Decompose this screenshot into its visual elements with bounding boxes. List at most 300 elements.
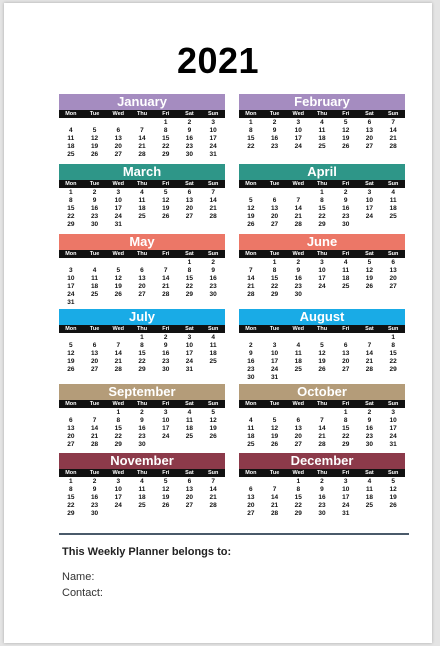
weekday-label: Wed <box>112 181 125 187</box>
day-cell: 20 <box>90 358 99 365</box>
day-cell: 8 <box>296 486 301 493</box>
day-cell: 16 <box>138 425 146 432</box>
weekday-label: Sun <box>387 181 399 187</box>
empty-cell <box>83 334 107 342</box>
day-cell: 26 <box>209 433 217 440</box>
day-cell: 15 <box>342 425 350 432</box>
day-cell: 15 <box>67 494 75 501</box>
weekday-label: Wed <box>112 470 125 476</box>
month-name: January <box>59 94 225 110</box>
day-cell: 23 <box>185 143 194 150</box>
day-cell: 9 <box>92 486 97 493</box>
day-cell: 21 <box>365 358 374 365</box>
weekday-label: Thu <box>316 470 328 476</box>
day-cell: 27 <box>365 143 374 150</box>
empty-cell <box>263 478 287 486</box>
day-cell: 25 <box>389 213 397 220</box>
day-cell: 27 <box>67 441 75 448</box>
day-cell: 28 <box>365 366 374 373</box>
day-cell: 3 <box>320 259 324 266</box>
weekday-label: Mon <box>245 251 257 257</box>
day-cell: 9 <box>92 197 97 204</box>
day-cell: 11 <box>185 417 193 424</box>
weekday-label: Fri <box>342 111 350 117</box>
day-cell: 12 <box>270 425 279 432</box>
day-cell: 5 <box>272 417 277 424</box>
day-cell: 11 <box>91 275 98 282</box>
empty-cell <box>286 409 310 417</box>
weekday-label: Sat <box>365 326 374 332</box>
day-cell: 16 <box>247 358 255 365</box>
weekday-label: Wed <box>112 111 125 117</box>
weekday-label: Fri <box>162 326 170 332</box>
empty-cell <box>263 334 287 342</box>
day-cell: 14 <box>389 127 397 134</box>
day-cell: 17 <box>209 135 217 142</box>
day-cell: 9 <box>272 127 277 134</box>
day-cell: 22 <box>67 502 75 509</box>
month-april <box>239 164 405 229</box>
day-cell: 11 <box>247 425 255 432</box>
day-cell: 22 <box>342 433 350 440</box>
weekday-header <box>59 250 225 258</box>
day-cell: 22 <box>270 283 279 290</box>
day-cell: 18 <box>342 275 350 282</box>
day-cell: 5 <box>391 478 395 485</box>
day-cell: 20 <box>294 433 302 440</box>
day-cell: 12 <box>114 275 122 282</box>
day-cell: 2 <box>320 478 324 485</box>
day-cell: 14 <box>114 350 122 357</box>
day-cell: 22 <box>185 283 194 290</box>
day-cell: 30 <box>162 366 170 373</box>
day-cell: 15 <box>294 494 302 501</box>
name-label: Name: <box>62 571 95 583</box>
day-cell: 15 <box>67 205 75 212</box>
empty-cell <box>239 189 263 197</box>
weekday-label: Sun <box>387 470 399 476</box>
weekday-label: Mon <box>65 326 77 332</box>
weekday-label: Tue <box>89 181 100 187</box>
day-cell: 9 <box>163 342 168 349</box>
day-cell: 4 <box>320 119 324 126</box>
day-cell: 16 <box>162 350 170 357</box>
day-cell: 16 <box>209 275 217 282</box>
day-cell: 2 <box>187 119 192 126</box>
day-cell: 2 <box>163 334 168 341</box>
weekday-label: Fri <box>342 326 350 332</box>
day-cell: 14 <box>209 486 217 493</box>
day-cell: 6 <box>296 417 301 424</box>
day-cell: 24 <box>162 433 170 440</box>
day-cell: 23 <box>294 283 302 290</box>
day-cell: 27 <box>90 366 99 373</box>
day-cell: 7 <box>211 189 215 196</box>
day-cell: 11 <box>209 342 217 349</box>
day-cell: 3 <box>367 189 372 196</box>
day-cell: 6 <box>69 417 73 424</box>
empty-cell <box>310 409 334 417</box>
day-cell: 3 <box>296 119 301 126</box>
day-cell: 5 <box>211 409 215 416</box>
day-cell: 6 <box>367 119 372 126</box>
day-cell: 17 <box>318 275 326 282</box>
day-cell: 30 <box>90 510 99 517</box>
weekday-header <box>239 325 405 333</box>
day-grid <box>239 188 405 229</box>
day-cell: 13 <box>365 127 374 134</box>
day-cell: 10 <box>270 350 279 357</box>
weekday-label: Wed <box>292 470 305 476</box>
day-cell: 12 <box>209 417 217 424</box>
day-cell: 23 <box>342 213 350 220</box>
day-cell: 21 <box>294 213 302 220</box>
day-cell: 17 <box>114 494 122 501</box>
day-cell: 18 <box>209 350 217 357</box>
day-cell: 25 <box>318 143 326 150</box>
empty-cell <box>130 259 154 267</box>
day-cell: 21 <box>318 433 326 440</box>
day-cell: 6 <box>187 189 192 196</box>
day-cell: 10 <box>365 197 374 204</box>
day-cell: 15 <box>247 135 255 142</box>
day-cell: 4 <box>343 259 348 266</box>
weekday-label: Sat <box>185 181 194 187</box>
weekday-label: Fri <box>342 401 350 407</box>
day-cell: 14 <box>138 135 146 142</box>
day-cell: 27 <box>185 502 194 509</box>
day-cell: 28 <box>389 143 397 150</box>
day-cell: 18 <box>90 283 99 290</box>
weekday-label: Mon <box>65 401 77 407</box>
weekday-label: Tue <box>89 401 100 407</box>
month-june <box>239 234 405 299</box>
day-cell: 31 <box>389 441 397 448</box>
empty-cell <box>59 334 83 342</box>
empty-cell <box>334 334 358 342</box>
day-cell: 20 <box>67 433 75 440</box>
day-cell: 8 <box>187 267 192 274</box>
day-cell: 12 <box>247 205 255 212</box>
day-cell: 18 <box>138 205 146 212</box>
day-cell: 19 <box>90 143 99 150</box>
divider-line <box>59 533 409 535</box>
day-cell: 13 <box>270 205 279 212</box>
weekday-header <box>59 400 225 408</box>
day-cell: 31 <box>185 366 194 373</box>
day-cell: 5 <box>163 189 168 196</box>
day-cell: 4 <box>211 334 215 341</box>
day-cell: 19 <box>162 494 170 501</box>
day-cell: 8 <box>69 197 73 204</box>
day-cell: 29 <box>138 366 146 373</box>
month-name: October <box>239 384 405 400</box>
day-cell: 21 <box>90 433 99 440</box>
day-cell: 11 <box>294 350 302 357</box>
day-cell: 28 <box>247 291 255 298</box>
day-cell: 13 <box>114 135 122 142</box>
planner-owner-heading: This Weekly Planner belongs to: <box>62 546 232 558</box>
day-cell: 4 <box>296 342 301 349</box>
day-cell: 21 <box>247 283 255 290</box>
day-cell: 30 <box>138 441 146 448</box>
month-october <box>239 384 405 449</box>
day-cell: 10 <box>342 486 350 493</box>
day-cell: 6 <box>116 127 121 134</box>
day-cell: 12 <box>365 267 374 274</box>
day-cell: 9 <box>320 486 324 493</box>
empty-cell <box>239 478 263 486</box>
empty-cell <box>239 409 263 417</box>
day-cell: 1 <box>187 259 192 266</box>
day-cell: 20 <box>342 358 350 365</box>
weekday-header <box>239 110 405 118</box>
day-cell: 1 <box>391 334 395 341</box>
day-cell: 13 <box>138 275 146 282</box>
day-cell: 25 <box>138 213 146 220</box>
empty-cell <box>106 259 130 267</box>
month-february <box>239 94 405 151</box>
day-cell: 21 <box>138 143 146 150</box>
empty-cell <box>286 189 310 197</box>
empty-cell <box>83 259 107 267</box>
day-grid <box>239 477 405 518</box>
day-cell: 22 <box>294 502 302 509</box>
day-cell: 24 <box>114 502 122 509</box>
month-name: April <box>239 164 405 180</box>
month-name: November <box>59 453 225 469</box>
day-cell: 22 <box>138 358 146 365</box>
day-cell: 31 <box>67 299 75 306</box>
day-cell: 3 <box>211 119 215 126</box>
weekday-label: Sat <box>185 326 194 332</box>
weekday-label: Mon <box>65 111 77 117</box>
day-cell: 10 <box>67 275 75 282</box>
day-cell: 2 <box>249 342 253 349</box>
day-cell: 20 <box>389 275 397 282</box>
day-cell: 17 <box>294 135 302 142</box>
day-cell: 14 <box>90 425 99 432</box>
day-cell: 6 <box>391 259 395 266</box>
day-cell: 25 <box>185 433 194 440</box>
day-cell: 6 <box>92 342 97 349</box>
day-cell: 24 <box>270 366 279 373</box>
empty-cell <box>263 409 287 417</box>
weekday-label: Tue <box>89 470 100 476</box>
day-cell: 24 <box>67 291 75 298</box>
empty-cell <box>239 259 263 267</box>
day-cell: 3 <box>272 342 277 349</box>
day-cell: 12 <box>389 486 397 493</box>
day-cell: 13 <box>185 197 194 204</box>
weekday-label: Sun <box>207 111 219 117</box>
weekday-label: Sat <box>185 401 194 407</box>
day-cell: 10 <box>114 486 122 493</box>
day-cell: 3 <box>116 189 121 196</box>
weekday-header <box>59 180 225 188</box>
day-cell: 17 <box>114 205 122 212</box>
weekday-label: Sat <box>185 470 194 476</box>
day-cell: 14 <box>247 275 255 282</box>
weekday-label: Wed <box>112 401 125 407</box>
day-cell: 26 <box>162 213 170 220</box>
day-cell: 14 <box>318 425 326 432</box>
weekday-label: Sat <box>185 111 194 117</box>
day-grid <box>59 188 225 229</box>
weekday-label: Wed <box>112 326 125 332</box>
day-cell: 12 <box>67 350 75 357</box>
day-cell: 17 <box>270 358 279 365</box>
day-cell: 21 <box>209 494 217 501</box>
day-cell: 20 <box>185 494 194 501</box>
day-cell: 8 <box>116 417 121 424</box>
day-cell: 6 <box>272 197 277 204</box>
weekday-label: Thu <box>136 111 148 117</box>
day-cell: 19 <box>270 433 279 440</box>
weekday-label: Tue <box>269 470 280 476</box>
day-cell: 3 <box>187 334 192 341</box>
day-cell: 5 <box>320 342 324 349</box>
day-cell: 19 <box>162 205 170 212</box>
day-cell: 4 <box>140 189 144 196</box>
empty-cell <box>286 334 310 342</box>
day-cell: 29 <box>162 151 170 158</box>
day-grid <box>239 333 405 382</box>
month-name: August <box>239 309 405 325</box>
day-cell: 1 <box>116 409 121 416</box>
day-cell: 16 <box>294 275 302 282</box>
day-cell: 26 <box>114 291 122 298</box>
day-cell: 8 <box>140 342 144 349</box>
day-cell: 10 <box>294 127 302 134</box>
day-cell: 28 <box>209 502 217 509</box>
day-cell: 16 <box>185 135 194 142</box>
weekday-label: Thu <box>316 251 328 257</box>
day-cell: 5 <box>367 259 372 266</box>
day-cell: 28 <box>318 441 326 448</box>
day-cell: 14 <box>294 205 302 212</box>
day-cell: 2 <box>211 259 215 266</box>
month-november <box>59 453 225 518</box>
weekday-label: Sat <box>185 251 194 257</box>
day-cell: 29 <box>185 291 194 298</box>
day-cell: 15 <box>162 135 170 142</box>
day-cell: 18 <box>138 494 146 501</box>
day-cell: 25 <box>365 502 374 509</box>
weekday-label: Sun <box>387 401 399 407</box>
day-cell: 6 <box>140 267 144 274</box>
month-december <box>239 453 405 518</box>
day-cell: 7 <box>92 417 97 424</box>
month-name: March <box>59 164 225 180</box>
day-cell: 3 <box>116 478 121 485</box>
day-cell: 15 <box>389 350 397 357</box>
year-title: 2021 <box>176 40 260 81</box>
empty-cell <box>59 259 83 267</box>
day-cell: 17 <box>185 350 194 357</box>
day-cell: 18 <box>365 494 374 501</box>
day-cell: 19 <box>318 358 326 365</box>
day-cell: 30 <box>342 221 350 228</box>
day-cell: 6 <box>249 486 253 493</box>
day-cell: 16 <box>342 205 350 212</box>
weekday-label: Wed <box>292 111 305 117</box>
weekday-label: Fri <box>162 470 170 476</box>
day-cell: 18 <box>185 425 194 432</box>
day-cell: 7 <box>391 119 395 126</box>
weekday-label: Wed <box>292 326 305 332</box>
day-cell: 27 <box>114 151 122 158</box>
day-cell: 17 <box>365 205 374 212</box>
day-cell: 30 <box>294 291 302 298</box>
day-cell: 3 <box>343 478 348 485</box>
weekday-label: Thu <box>136 181 148 187</box>
day-cell: 29 <box>318 221 326 228</box>
day-cell: 9 <box>187 127 192 134</box>
month-march <box>59 164 225 229</box>
day-cell: 26 <box>67 366 75 373</box>
day-cell: 5 <box>116 267 121 274</box>
weekday-label: Sun <box>207 326 219 332</box>
day-cell: 24 <box>318 283 326 290</box>
day-cell: 3 <box>69 267 73 274</box>
empty-cell <box>59 119 83 127</box>
day-cell: 24 <box>342 502 350 509</box>
weekday-label: Tue <box>89 111 100 117</box>
weekday-label: Mon <box>245 326 257 332</box>
day-cell: 8 <box>343 417 348 424</box>
day-cell: 26 <box>389 502 397 509</box>
day-cell: 7 <box>163 267 168 274</box>
weekday-label: Fri <box>342 251 350 257</box>
day-cell: 21 <box>114 358 122 365</box>
weekday-label: Tue <box>269 401 280 407</box>
day-cell: 12 <box>162 486 170 493</box>
day-cell: 10 <box>162 417 170 424</box>
day-cell: 7 <box>320 417 324 424</box>
day-cell: 21 <box>162 283 170 290</box>
day-cell: 6 <box>343 342 348 349</box>
day-cell: 6 <box>187 478 192 485</box>
day-cell: 9 <box>249 350 253 357</box>
weekday-header <box>59 469 225 477</box>
day-cell: 11 <box>342 267 350 274</box>
day-cell: 8 <box>272 267 277 274</box>
day-cell: 12 <box>318 350 326 357</box>
weekday-label: Tue <box>89 326 100 332</box>
day-cell: 16 <box>90 205 99 212</box>
day-cell: 24 <box>389 433 397 440</box>
day-cell: 20 <box>365 135 374 142</box>
day-cell: 19 <box>342 135 350 142</box>
day-cell: 19 <box>209 425 217 432</box>
day-cell: 11 <box>138 486 146 493</box>
day-cell: 22 <box>162 143 170 150</box>
day-cell: 2 <box>92 478 97 485</box>
day-cell: 11 <box>365 486 373 493</box>
month-august <box>239 309 405 382</box>
day-cell: 1 <box>69 189 73 196</box>
day-cell: 28 <box>209 213 217 220</box>
weekday-label: Mon <box>65 181 77 187</box>
day-cell: 29 <box>389 366 397 373</box>
day-cell: 30 <box>90 221 99 228</box>
day-cell: 2 <box>140 409 144 416</box>
day-cell: 15 <box>114 425 122 432</box>
day-grid <box>59 477 225 518</box>
day-cell: 2 <box>367 409 372 416</box>
day-cell: 14 <box>209 197 217 204</box>
